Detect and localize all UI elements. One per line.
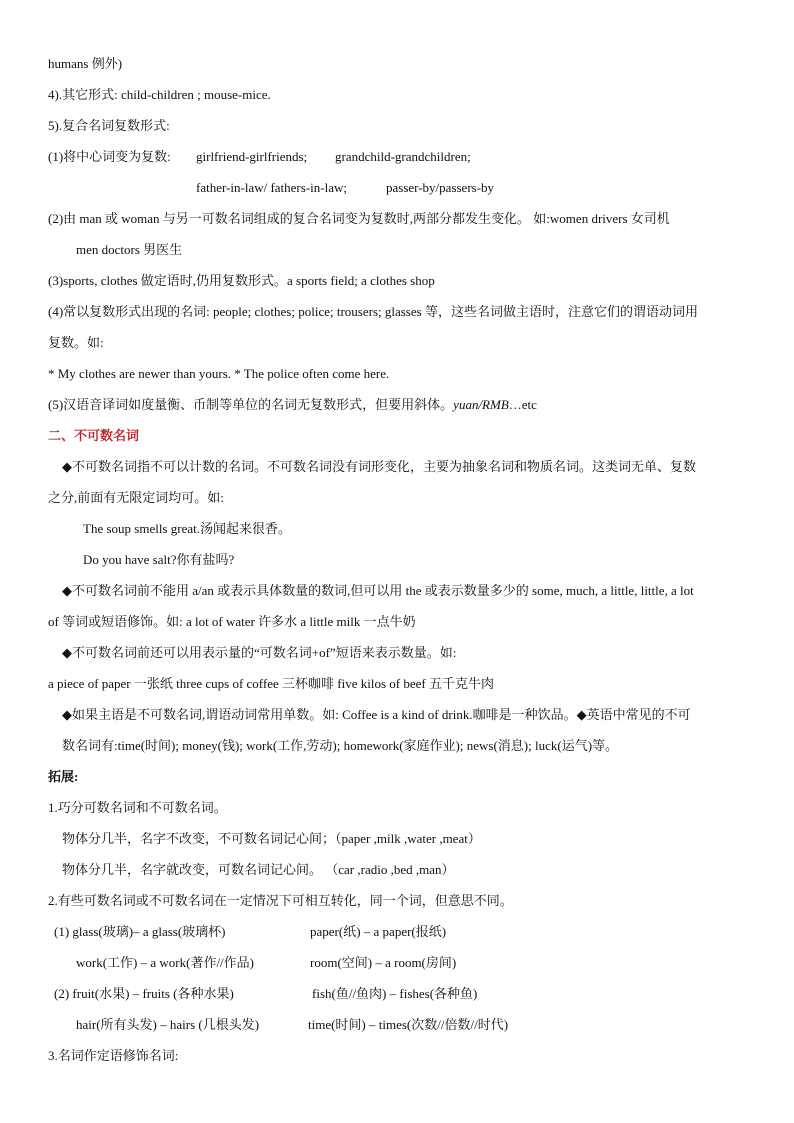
example-line: Do you have salt?你有盐吗? <box>83 552 235 567</box>
text-line: humans 例外) <box>48 56 123 71</box>
text-line: 4).其它形式: child-children ; mouse-mice. <box>48 87 271 102</box>
text-line: 3.名词作定语修饰名词: <box>48 1048 179 1063</box>
text-segment: …etc <box>508 397 537 412</box>
text-line: ◆不可数名词指不可以计数的名词。不可数名词没有词形变化，主要为抽象名词和物质名词。这类词无单、复数 <box>62 459 696 474</box>
text-line: 数名词有:time(时间); money(钱); work(工作,劳动); homework(家庭作业); news(消息); luck(运气)等。 <box>62 738 619 753</box>
text-segment: room(空间) – a room(房间) <box>310 955 457 970</box>
text-line <box>48 947 754 978</box>
text-segment: (5)汉语音译词如度量衡、币制等单位的名词无复数形式，但要用斜体。 <box>48 397 454 412</box>
text-line: ◆不可数名词前还可以用表示量的“可数名词+of”短语来表示数量。如: <box>62 645 457 660</box>
italic-text: yuan/RMB <box>453 397 509 412</box>
example-line: The soup smells great.汤闻起来很香。 <box>83 521 291 536</box>
text-line: of 等词或短语修饰。如: a lot of water 许多水 a little milk 一点牛奶 <box>48 614 416 629</box>
text-segment: father-in-law/ fathers-in-law; <box>196 180 347 195</box>
text-line: 1.巧分可数名词和不可数名词。 <box>48 800 227 815</box>
text-segment: (1) glass(玻璃)– a glass(玻璃杯) <box>54 924 226 939</box>
text-line <box>48 172 754 203</box>
text-line <box>48 978 754 1009</box>
text-line <box>48 141 754 172</box>
section-heading: 二、不可数名词 <box>48 428 140 443</box>
text-segment: grandchild-grandchildren; <box>335 149 471 164</box>
text-segment: time(时间) – times(次数//倍数//时代) <box>308 1017 509 1032</box>
text-segment: fish(鱼//鱼肉) – fishes(各种鱼) <box>312 986 478 1001</box>
text-segment: passer-by/passers-by <box>386 180 495 195</box>
text-segment: (2) fruit(水果) – fruits (各种水果) <box>54 986 234 1001</box>
text-line: ◆不可数名词前不能用 a/an 或表示具体数量的数词,但可以用 the 或表示数量多少的 some, much, a little, little, a lot <box>62 583 694 598</box>
text-segment: (1)将中心词变为复数: <box>48 149 171 164</box>
text-line: 复数。如: <box>48 335 104 350</box>
text-line: men doctors 男医生 <box>76 242 183 257</box>
text-line <box>48 916 754 947</box>
text-line: (3)sports, clothes 做定语时,仍用复数形式。a sports field; a clothes shop <box>48 273 435 288</box>
text-segment: hair(所有头发) – hairs (几根头发) <box>76 1017 260 1032</box>
text-line: 2.有些可数名词或不可数名词在一定情况下可相互转化，同一个词，但意思不同。 <box>48 893 513 908</box>
text-line: ◆如果主语是不可数名词,谓语动词常用单数。如: Coffee is a kind of drink.咖啡是一种饮品。◆英语中常见的不可 <box>62 707 691 722</box>
text-line: (4)常以复数形式出现的名词: people; clothes; police; trousers; glasses 等，这些名词做主语时，注意它们的谓语动词用 <box>48 304 698 319</box>
text-line: (2)由 man 或 woman 与另一可数名词组成的复合名词变为复数时,两部分都发生变化。 如:women drivers 女司机 <box>48 211 670 226</box>
text-line <box>48 389 754 420</box>
text-segment: paper(纸) – a paper(报纸) <box>310 924 447 939</box>
text-segment: girlfriend-girlfriends; <box>196 149 308 164</box>
text-line: a piece of paper 一张纸 three cups of coffee 三杯咖啡 five kilos of beef 五千克牛肉 <box>48 676 494 691</box>
extension-heading: 拓展: <box>48 769 79 784</box>
text-line: 物体分几半，名字不改变，不可数名词记心间；（paper ,milk ,water ,meat） <box>62 831 481 846</box>
text-line: 5).复合名词复数形式: <box>48 118 170 133</box>
text-line: 之分,前面有无限定词均可。如: <box>48 490 224 505</box>
text-segment: work(工作) – a work(著作//作品) <box>76 955 254 970</box>
text-line <box>48 1009 754 1040</box>
text-line: * My clothes are newer than yours. * The police often come here. <box>48 366 390 381</box>
text-line: 物体分几半，名字就改变，可数名词记心间。 （car ,radio ,bed ,man） <box>62 862 455 877</box>
